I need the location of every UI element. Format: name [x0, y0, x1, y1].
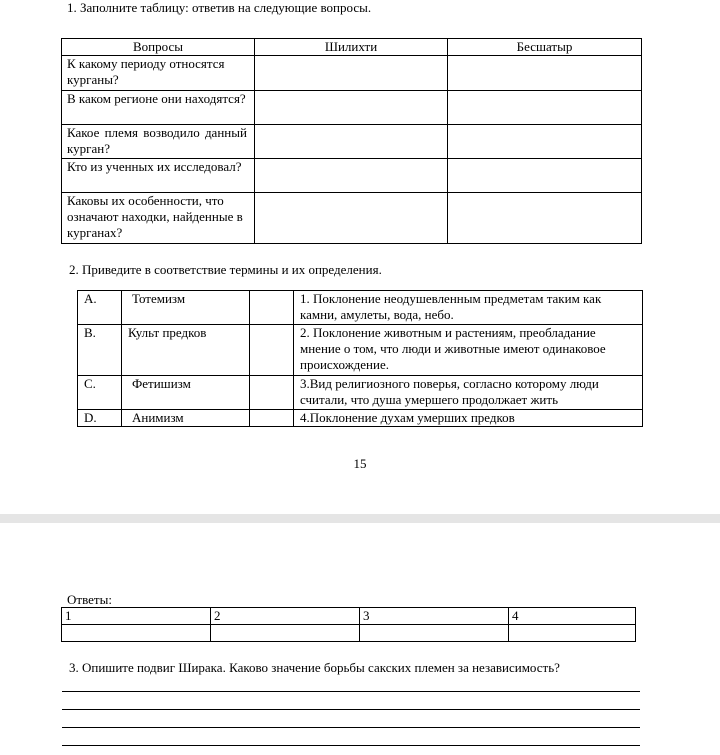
q1-question: В каком регионе они находятся? [62, 91, 255, 125]
answers-label: Ответы: [67, 592, 112, 607]
q1-answer-cell-shilikti[interactable] [255, 91, 448, 125]
q2-definition: 3.Вид религиозного поверья, согласно которому люди считали, что душа умершего продолжает жить [294, 376, 643, 410]
table-row [78, 325, 643, 376]
answer-line[interactable] [62, 691, 640, 692]
answers-input-row [62, 625, 636, 642]
q1-table [61, 38, 642, 244]
q2-match-cell[interactable] [250, 325, 294, 376]
table-row [78, 291, 643, 325]
table-row [62, 91, 642, 125]
q2-term: Фетишизм [122, 376, 250, 410]
table-row [62, 56, 642, 91]
q1-answer-cell-shilikti[interactable] [255, 125, 448, 159]
q2-definition: 1. Поклонение неодушевленным предметам таким как камни, амулеты, вода, небо. [294, 291, 643, 325]
q2-letter: B. [78, 325, 122, 376]
q1-answer-cell-besshatyr[interactable] [448, 125, 642, 159]
q1-answer-cell-besshatyr[interactable] [448, 193, 642, 244]
q2-letter: C. [78, 376, 122, 410]
answer-number: 1 [62, 608, 211, 625]
q1-header-shilikti: Шилихти [255, 39, 448, 56]
q1-heading: 1. Заполните таблицу: ответив на следующие вопросы. [67, 0, 372, 15]
answer-input-cell[interactable] [62, 625, 211, 642]
answer-number: 4 [509, 608, 636, 625]
table-row [78, 410, 643, 427]
q2-term: Тотемизм [122, 291, 250, 325]
answer-line[interactable] [62, 727, 640, 728]
page-break [0, 514, 720, 523]
q2-term: Культ предков [122, 325, 250, 376]
q1-question: Каковы их особенности, что означают находки, найденные в курганах? [62, 193, 255, 244]
q2-letter: A. [78, 291, 122, 325]
q1-table-header-row [62, 39, 642, 56]
q2-match-cell[interactable] [250, 291, 294, 325]
table-row [62, 193, 642, 244]
q3-heading: 3. Опишите подвиг Ширака. Каково значение борьбы сакских племен за независимость? [69, 660, 560, 675]
q2-letter: D. [78, 410, 122, 427]
q2-definition: 2. Поклонение животным и растениям, преобладание мнение о том, что люди и животные имеют одинаковое происхождение. [294, 325, 643, 376]
q1-answer-cell-besshatyr[interactable] [448, 91, 642, 125]
answers-number-row [62, 608, 636, 625]
q1-header-questions: Вопросы [62, 39, 255, 56]
page-number: 15 [353, 456, 367, 471]
q1-answer-cell-shilikti[interactable] [255, 193, 448, 244]
q2-table [77, 290, 643, 427]
table-row [62, 159, 642, 193]
table-row [62, 125, 642, 159]
q1-answer-cell-shilikti[interactable] [255, 159, 448, 193]
answer-number: 2 [211, 608, 360, 625]
table-row [78, 376, 643, 410]
q2-definition: 4.Поклонение духам умерших предков [294, 410, 643, 427]
q2-term: Анимизм [122, 410, 250, 427]
answer-line[interactable] [62, 709, 640, 710]
q2-match-cell[interactable] [250, 376, 294, 410]
q1-question: К какому периоду относятся курганы? [62, 56, 255, 91]
answer-input-cell[interactable] [360, 625, 509, 642]
q1-header-besshatyr: Бесшатыр [448, 39, 642, 56]
q1-question: Кто из ученных их исследовал? [62, 159, 255, 193]
answer-input-cell[interactable] [509, 625, 636, 642]
q2-heading: 2. Приведите в соответствие термины и их определения. [69, 262, 382, 277]
q1-answer-cell-shilikti[interactable] [255, 56, 448, 91]
answer-line[interactable] [62, 745, 640, 746]
answers-table [61, 607, 636, 642]
q2-match-cell[interactable] [250, 410, 294, 427]
q1-answer-cell-besshatyr[interactable] [448, 56, 642, 91]
q1-question: Какое племя возводило данный курган? [62, 125, 255, 159]
answer-number: 3 [360, 608, 509, 625]
answer-input-cell[interactable] [211, 625, 360, 642]
q1-answer-cell-besshatyr[interactable] [448, 159, 642, 193]
